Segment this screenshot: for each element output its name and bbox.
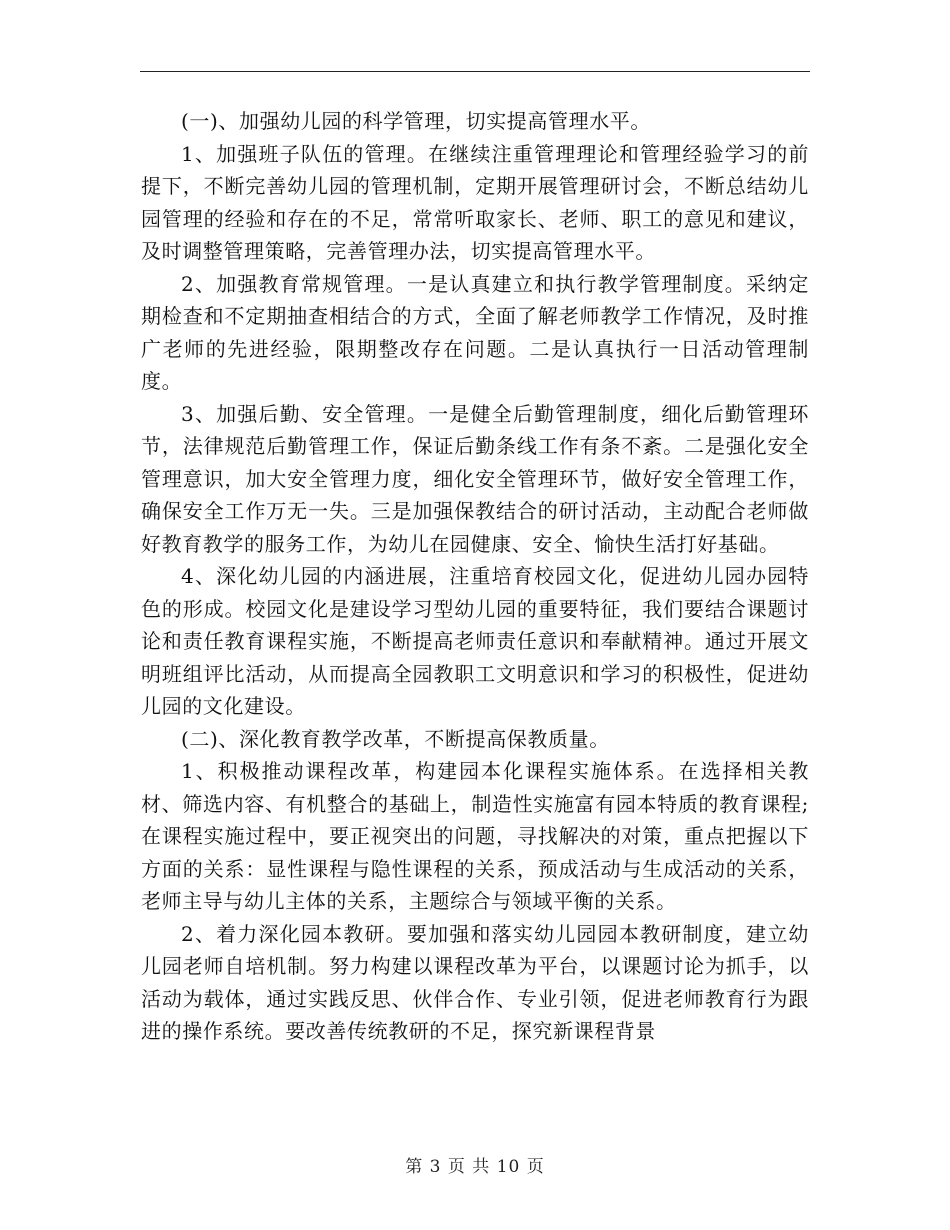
paragraph-curriculum-reform: 1、积极推动课程改革，构建园本化课程实施体系。在选择相关教材、筛选内容、有机整合的基础上，制造性实施富有园本特质的教育课程;在课程实施过程中，要正视突出的问题，寻找解决的对策，重点把握以下方面的关系：显性课程与隐性课程的关系，预成活动与生成活动的关系，老师主导与幼儿主体的关系，主题综合与领域平衡的关系。 <box>141 759 809 913</box>
page-number-footer: 第 3 页 共 10 页 <box>405 1157 545 1177</box>
section-heading-1: (一)、加强幼儿园的科学管理，切实提高管理水平。 <box>181 109 652 133</box>
paragraph-logistics-safety: 3、加强后勤、安全管理。一是健全后勤管理制度，细化后勤管理环节，法律规范后勤管理工作，保证后勤条线工作有条不紊。二是强化安全管理意识，加大安全管理力度，细化安全管理环节，做好安全管理工作，确保安全工作万无一失。三是加强保教结合的研讨活动，主动配合老师做好教育教学的服务工作，为幼儿在园健康、安全、愉快生活打好基础。 <box>141 401 809 556</box>
paragraph-team-management: 1、加强班子队伍的管理。在继续注重管理理论和管理经验学习的前提下，不断完善幼儿园的管理机制，定期开展管理研讨会，不断总结幼儿园管理的经验和存在的不足，常常听取家长、老师、职工的意见和建议，及时调整管理策略，完善管理办法，切实提高管理水平。 <box>141 141 809 263</box>
document-body <box>141 105 809 1048</box>
paragraph-campus-culture: 4、深化幼儿园的内涵进展，注重培育校园文化，促进幼儿园办园特色的形成。校园文化是建设学习型幼儿园的重要特征，我们要结合课题讨论和责任教育课程实施，不断提高老师责任意识和奉献精神。通过开展文明班组评比活动，从而提高全园教职工文明意识和学习的积极性，促进幼儿园的文化建设。 <box>141 564 809 718</box>
paragraph-education-routine: 2、加强教育常规管理。一是认真建立和执行教学管理制度。采纳定期检查和不定期抽查相结合的方式，全面了解老师教学工作情况，及时推广老师的先进经验，限期整改存在问题。二是认真执行一日活动管理制度。 <box>141 271 809 393</box>
paragraph-school-research: 2、着力深化园本教研。要加强和落实幼儿园园本教研制度，建立幼儿园老师自培机制。努力构建以课程改革为平台，以课题讨论为抓手，以活动为载体，通过实践反思、伙伴合作、专业引领，促进老师教育行为跟进的操作系统。要改善传统教研的不足，探究新课程背景 <box>141 921 809 1043</box>
header-rule <box>140 71 810 72</box>
section-heading-2: (二)、深化教育教学改革，不断提高保教质量。 <box>181 726 610 751</box>
